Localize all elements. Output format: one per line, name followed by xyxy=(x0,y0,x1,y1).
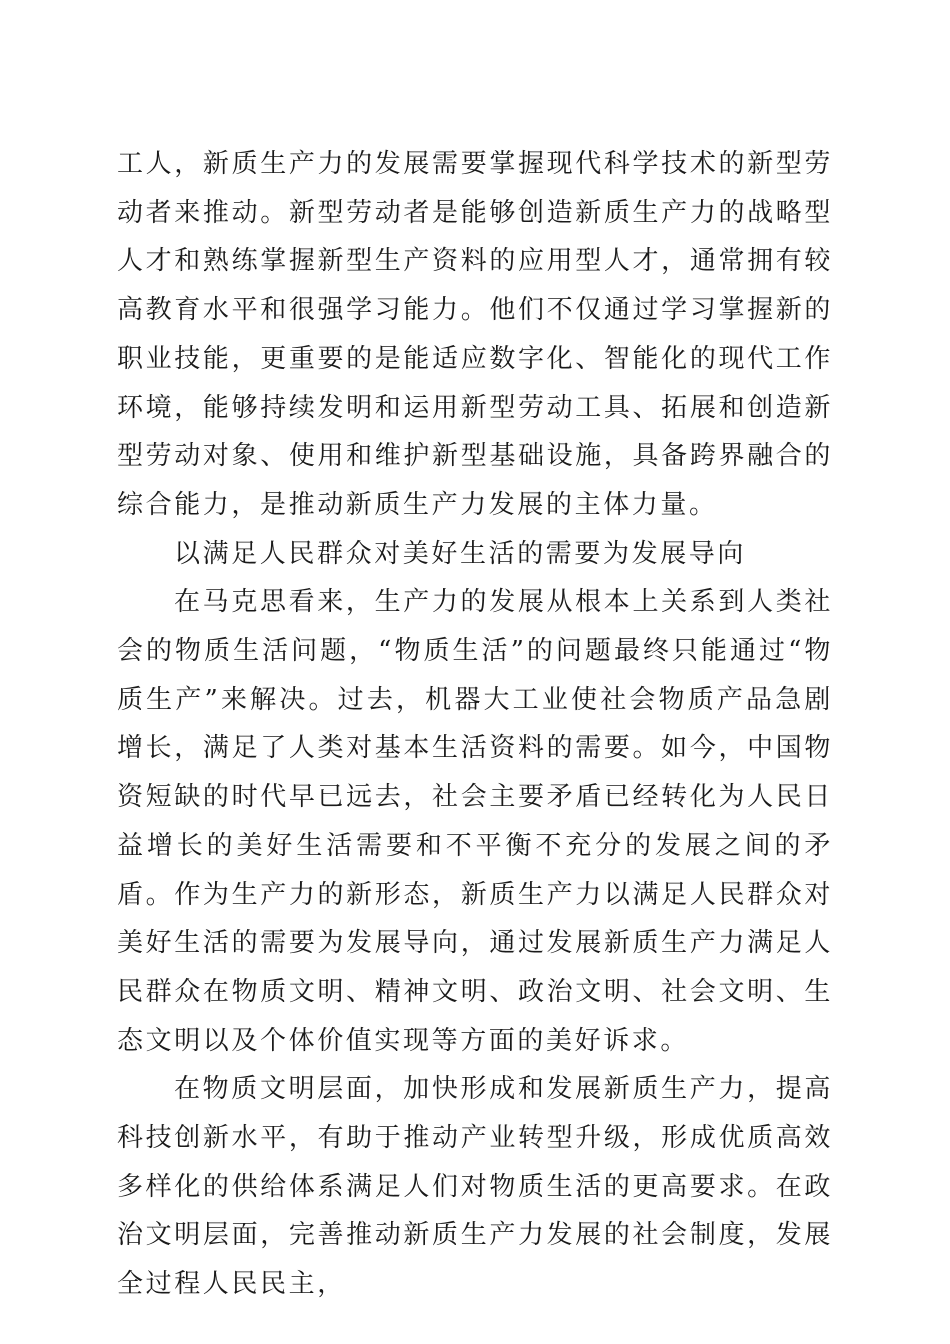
section-heading: 以满足人民群众对美好生活的需要为发展导向 xyxy=(174,538,747,569)
paragraph-continuation: 工人，新质生产力的发展需要掌握现代科学技术的新型劳动者来推动。新型劳动者是能够创造新质生产力的战略型人才和熟练掌握新型生产资料的应用型人才，通常拥有较高教育水平和很强学习能力。他们不仅通过学习掌握新的职业技能，更重要的是能适应数字化、智能化的现代工作环境，能够持续发明和运用新型劳动工具、拓展和创造新型劳动对象、使用和维护新型基础设施，具备跨界融合的综合能力，是推动新质生产力发展的主体力量。 xyxy=(117,149,833,520)
paragraph-marx-material-life: 在马克思看来，生产力的发展从根本上关系到人类社会的物质生活问题，“物质生活”的问题最终只能通过“物质生产”来解决。过去，机器大工业使社会物质产品急剧增长，满足了人类对基本生活资料的需要。如今，中国物资短缺的时代早已远去，社会主要矛盾已经转化为人民日益增长的美好生活需要和不平衡不充分的发展之间的矛盾。作为生产力的新形态，新质生产力以满足人民群众对美好生活的需要为发展导向，通过发展新质生产力满足人民群众在物质文明、精神文明、政治文明、社会文明、生态文明以及个体价值实现等方面的美好诉求。 xyxy=(117,587,833,1056)
paragraph-material-civilization: 在物质文明层面，加快形成和发展新质生产力，提高科技创新水平，有助于推动产业转型升级，形成优质高效多样化的供给体系满足人们对物质生活的更高要求。在政治文明层面，完善推动新质生产力发展的社会制度，发展全过程人民民主， xyxy=(117,1074,833,1300)
document-body xyxy=(117,140,833,1309)
